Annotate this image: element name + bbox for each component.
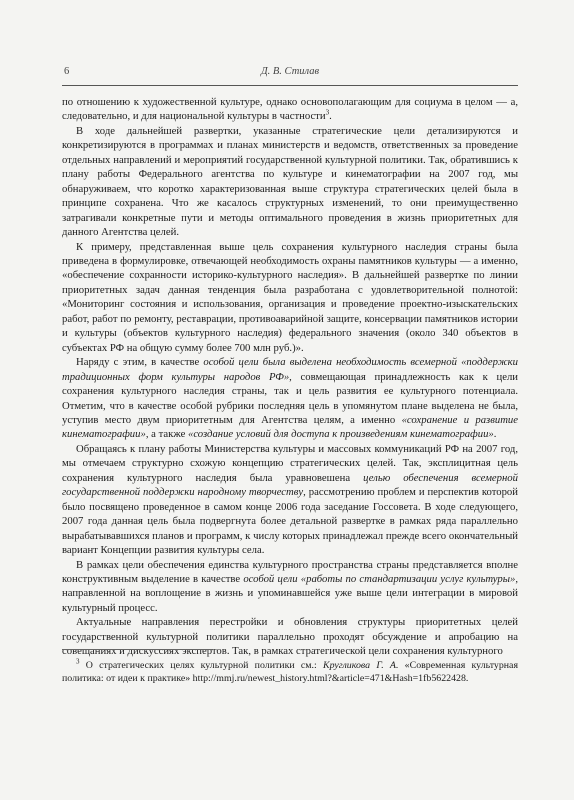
paragraph-4: Наряду с этим, в качестве особой цели была выделена необходимость всемерной «поддержки традиционных форм культуры народов РФ», совмещающая принадлежность как к цели сохранения культурного наследия страны, так и цель развития ее культурного потенциала. Отметим, что в качестве особой рубрики последняя цель в упомянутом плане выделена не была, уступив место двум приоритетным для Агентства целям, а именно «сохранение и развитие кинематографии», а также «создание условий для доступа к произведениям кинематографии». <box>62 356 519 441</box>
running-header <box>62 66 518 82</box>
paragraph-3: К примеру, представленная выше цель сохранения культурного наследия страны была приведена в формулировке, отвечающей необходимость охраны памятников культуры — а именно, «обеспечение сохранности историко-культурного наследия». В дальнейшей развертке по линии приоритетных задач данная тенденция была разработана с удовлетворительной полнотой: «Мониторинг состояния и использования, организация и проведение проектно-изыскательских работ, работ по ремонту, реставрации, противоаварийной защите, консервации памятников истории и культуры (объектов культурного наследия) федерального значения (около 340 объектов в субъектах РФ на общую сумму более 700 млн руб.)». <box>62 240 518 354</box>
footnote-separator <box>62 649 212 650</box>
paragraph-1: по отношению к художественной культуре, однако основополагающим для социума в целом — а, следовательно, и для национальной культуры в частности$^3$. <box>62 96 518 123</box>
footnote-ref: 3 <box>325 108 330 117</box>
paragraph-6: В рамках цели обеспечения единства культурного пространства страны представляется вполне конструктивным выделение в качестве особой цели «работы по стандартизации услуг культуры», направленной на воплощение в жизнь и упоминавшейся уже выше цели интеграции в мировой культурный процесс. <box>62 558 518 614</box>
footnote-author: Кругликова Г. А. <box>323 660 399 671</box>
footnote: $^3$ О стратегических целях культурной политики см.: Кругликова Г. А. «Современная культурная политика: от идеи к практике» http://mmj.ru/newest_history.html?&article=471&Hash=1fb5622428. <box>62 657 518 685</box>
running-author: Д. В. Стилав <box>260 66 320 77</box>
paragraph-2: В ходе дальнейшей развертки, указанные стратегические цели детализируются и конкретизируются в программах и планах министерств и ведомств, ответственных за проведение отдельных направлений и мероприятий государственной культурной политики. Так, обратившись к плану работы Федерального агентства по культуре и кинематографии на 2007 год, мы обнаруживаем, что коротко характеризованная выше структура стратегических целей была в принципе сохранена. Что же касалось структурных изменений, то они преимущественно затрагивали конкретные пути и методы оптимального проведения в жизнь приоритетных для данного Агентства целей. <box>62 124 518 239</box>
header-rule <box>62 85 518 86</box>
page-number: 6 <box>64 66 70 77</box>
footnote-mark: 3 <box>76 657 80 666</box>
paragraph-5: Обращаясь к плану работы Министерства культуры и массовых коммуникаций РФ на 2007 год, мы отмечаем структурно схожую концепцию стратегических целей. Так, эксплицитная цель сохранения культурного наследия была уравновешена целью обеспечения всемерной государственной поддержки народному творчеству, рассмотрению проблем и перспектив которой было посвящено проведенное в самом конце 2006 года заседание Госсовета. В ходе следующего, 2007 года данная цель была подвергнута более детальной развертке в рамках ряда параллельно вырабатывавшихся планов и программ, к числу которых принадлежал прежде всего окончательный вариант Концепции развития культуры села. <box>62 442 518 557</box>
paragraph-7: Актуальные направления перестройки и обновления структуры приоритетных целей государственной культурной политики параллельно проходят обсуждение и апробацию на совещаниях и дискуссиях экспертов. Так, в рамках стратегической цели сохранения культурного <box>62 616 518 658</box>
body-text <box>62 95 518 659</box>
